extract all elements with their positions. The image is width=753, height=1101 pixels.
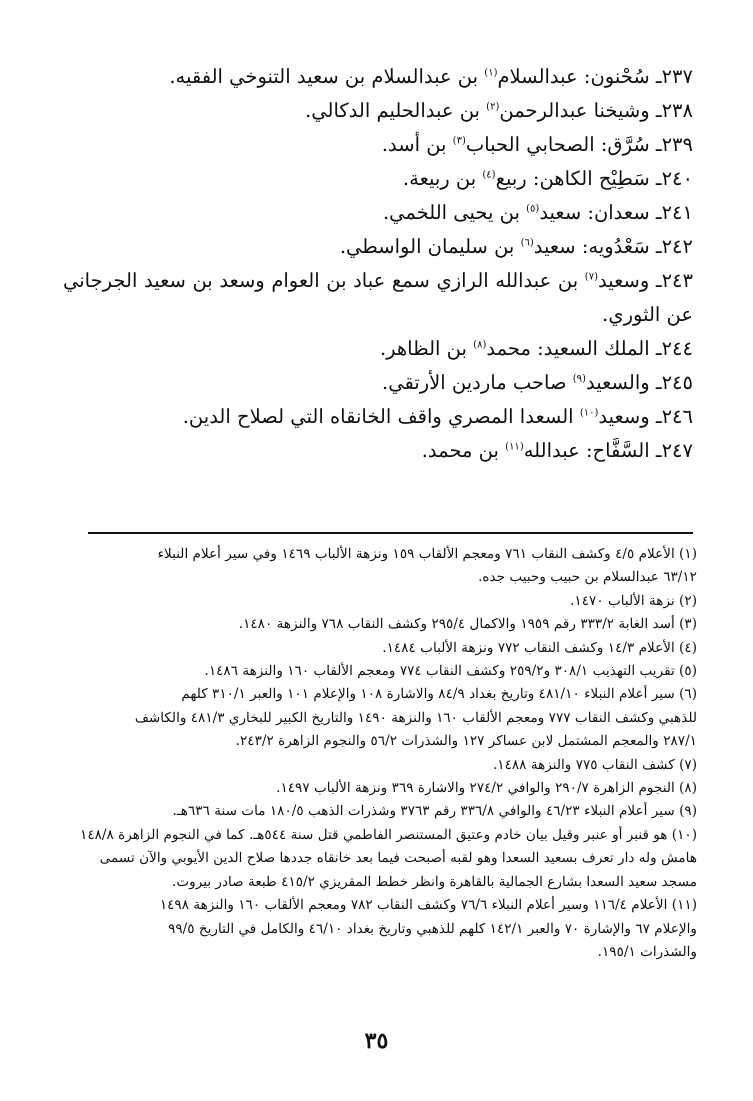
footnote-marker: (٦) (520, 237, 534, 249)
entries-list (63, 60, 693, 468)
footnotes-section (52, 543, 697, 964)
entry: ٢٣٧ـ سُحْنون: عبدالسلام$^{(١)}$ بن عبدالسلام بن سعيد التنوخي الفقيه. (169, 65, 693, 88)
footnote-marker: (٩) (572, 373, 586, 385)
entry: ٢٣٨ـ وشيخنا عبدالرحمن$^{(٢)}$ بن عبدالحليم الدكالي. (305, 99, 693, 122)
footnote-line: ٦٣/١٢ عبدالسلام بن حبيب وحبيب جده. (478, 569, 697, 586)
footnote-line: والإعلام ٦٧ والإشارة ٧٠ والعبر ١٤٢/١ كلهم للذهبي وتاريخ بغداد ٤٦/١٠ والكامل في التاريخ ٩٩/٥ (168, 920, 697, 937)
entry: ٢٤١ـ سعدان: سعيد$^{(٥)}$ بن يحيى اللخمي. (382, 201, 693, 224)
footnote-divider (88, 532, 693, 534)
footnote-marker: (٨) (473, 339, 487, 351)
footnote-line: (٧) كشف النقاب ٧٧٥ والنزهة ١٤٨٨. (492, 756, 697, 773)
entry: ٢٤٤ـ الملك السعيد: محمد$^{(٨)}$ بن الظاهر. (379, 337, 693, 360)
footnote-line: (١٠) هو قنبر أو عنبر وقيل بيان خادم وعتيق المستنصر الفاطمي قتل سنة ٥٤٤هـ. كما في النجوم الزاهرة ١٤٨/٨ (80, 826, 697, 843)
footnote-line: (٤) الأعلام ١٤/٣ وكشف النقاب ٧٧٢ ونزهة الألباب ١٤٨٤. (382, 639, 697, 656)
footnote-marker: (٢) (486, 101, 500, 113)
footnote-line: (٥) تقريب التهذيب ٣٠٨/١ و٢٥٩/٢ وكشف النقاب ٧٧٤ ومعجم الألقاب ١٦٠ والنزهة ١٤٨٦. (204, 663, 697, 680)
footnote-marker: (٥) (526, 203, 540, 215)
footnote-marker: (١) (484, 67, 498, 79)
footnote-line: والشذرات ١٩٥/١. (597, 943, 697, 960)
footnote-marker: (٣) (452, 135, 466, 147)
footnote-line: (٦) سير أعلام النبلاء ٤٨١/١٠ وتاريخ بغداد ٨٤/٩ والاشارة ١٠٨ والإعلام ١٠١ والعبر ٣١٠/١ كلهم (181, 686, 697, 703)
footnote-marker: (٤) (482, 169, 496, 181)
footnote-line: (٩) سير أعلام النبلاء ٤٦/٢٣ والوافي ٣٣٦/٨ رقم ٣٧٦٣ وشذرات الذهب ١٨٠/٥ مات سنة ٦٣٦هـ. (172, 803, 697, 820)
footnote-line: (١١) الأعلام ١١٦/٤ وسير أعلام النبلاء ٧٦/٦ وكشف النقاب ٧٨٢ ومعجم الألقاب ١٦٠ والنزهة ١٤٩٨ (159, 897, 697, 914)
page-number: ٣٥ (364, 1028, 389, 1054)
footnote-line: (١) الأعلام ٤/٥ وكشف النقاب ٧٦١ ومعجم الألقاب ١٥٩ ونزهة الألباب ١٤٦٩ وفي سير أعلام النبلاء (157, 546, 697, 562)
footnote-line: هامش وله دار تعرف بسعيد السعدا وهو لقبه أصبحت فيما بعد خانقاه جددها صلاح الدين الأيوبي والآن تسمى (99, 850, 697, 867)
footnote-line: (٢) نزهة الألباب ١٤٧٠. (570, 592, 697, 609)
entry: ٢٣٩ـ سُرَّق: الصحابي الحباب$^{(٣)}$ بن أسد. (381, 133, 693, 156)
entry: ٢٤٦ـ وسعيد$^{(١٠)}$ السعدا المصري واقف الخانقاه التي لصلاح الدين. (182, 405, 693, 428)
entry: ٢٤٣ـ وسعيد$^{(٧)}$ بن عبدالله الرازي سمع عباد بن العوام وسعد بن سعيد الجرجاني عن الثوري. (63, 269, 693, 326)
footnote-line: (٨) النجوم الزاهرة ٢٩٠/٧ والوافي ٢٧٤/٢ والاشارة ٣٦٩ ونزهة الألباب ١٤٩٧. (276, 780, 697, 797)
entry: ٢٤٧ـ السَّفَّاح: عبدالله$^{(١١)}$ بن محمد. (421, 439, 693, 462)
footnote-line: للذهبي وكشف النقاب ٧٧٧ ومعجم الألقاب ١٦٠ والنزهة ١٤٩٠ والتاريخ الكبير للبخاري ٤٨١/٣ والكاشف (134, 709, 697, 726)
entry: ٢٤٠ـ سَطِيْح الكاهن: ربيع$^{(٤)}$ بن ربيعة. (402, 167, 693, 190)
footnote-marker: (١١) (505, 441, 524, 453)
footnote-line: (٣) أسد الغابة ٣٣٣/٢ رقم ١٩٥٩ والاكمال ٢٩٥/٤ وكشف النقاب ٧٦٨ والنزهة ١٤٨٠. (238, 616, 697, 633)
entry: ٢٤٥ـ والسعيد$^{(٩)}$ صاحب ماردين الأرتقي. (382, 371, 693, 394)
footnote-line: ٢٨٧/١ والمعجم المشتمل لابن عساكر ١٢٧ والشذرات ٥٦/٢ والنجوم الزاهرة ٢٤٣/٢. (235, 733, 697, 750)
footnote-marker: (٧) (584, 271, 598, 283)
footnote-line: مسجد سعيد السعدا بشارع الجمالية بالقاهرة وانظر خطط المقريزي ٤١٥/٢ طبعة صادر بيروت. (172, 873, 697, 890)
footnote-marker: (١٠) (579, 407, 599, 419)
entry: ٢٤٢ـ سَعْدُويه: سعيد$^{(٦)}$ بن سليمان الواسطي. (339, 235, 693, 258)
